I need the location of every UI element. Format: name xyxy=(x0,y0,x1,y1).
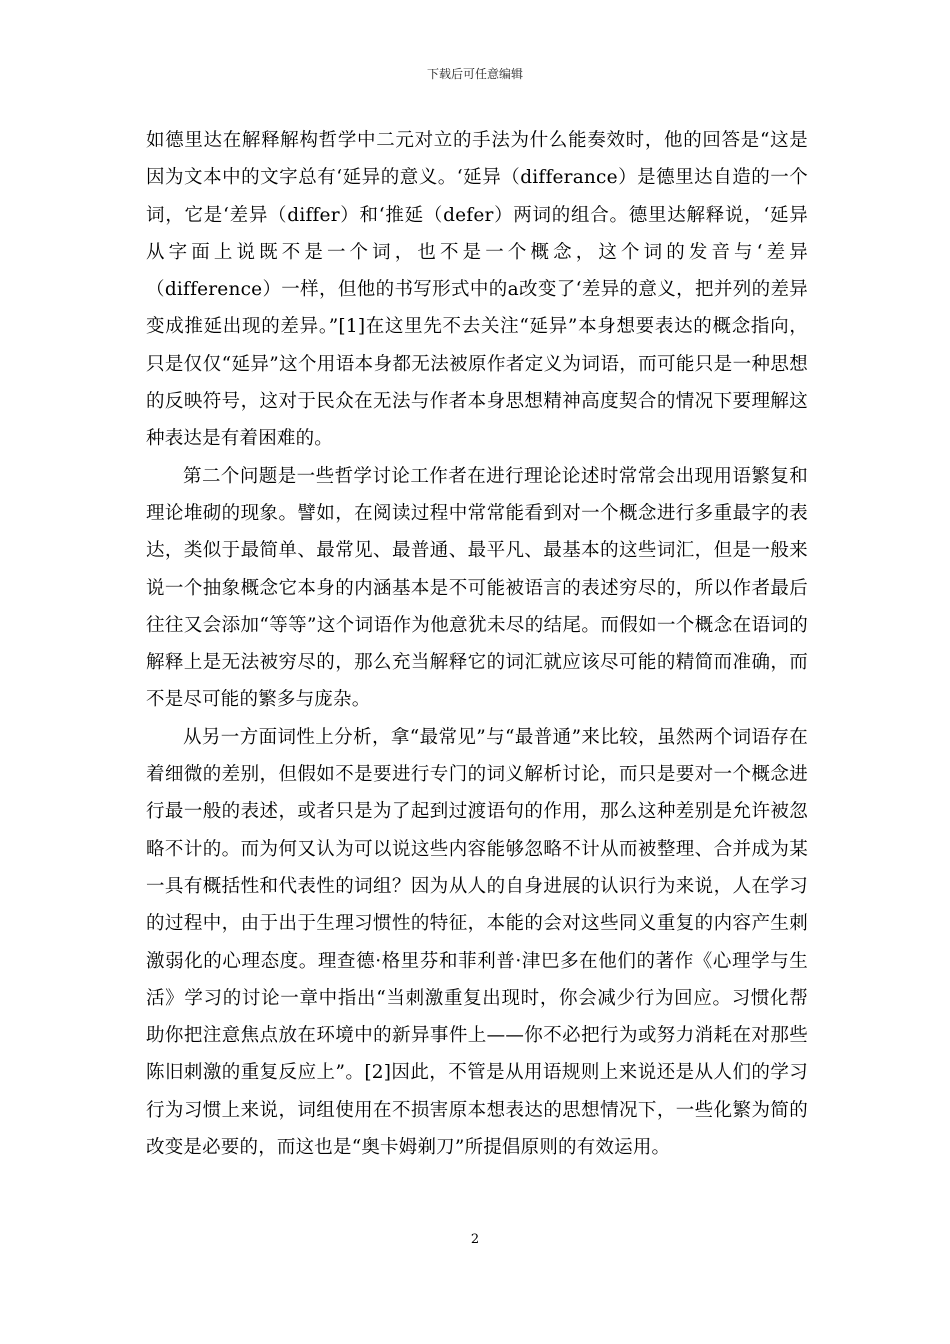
page-number: 2 xyxy=(470,1232,480,1247)
document-body xyxy=(146,122,808,1166)
paragraph-1: 如德里达在解释解构哲学中二元对立的手法为什么能奏效时，他的回答是“这是因为文本中的文字总有‘延异的意义。‘延异（differance）是德里达自造的一个词，它是‘差异（differ）和‘推延（defer）两词的组合。德里达解释说，‘延异从字面上说既不是一个词，也不是一个概念，这个词的发音与‘差异（difference）一样，但他的书写形式中的a改变了‘差异的意义，把并列的差异变成推延出现的差异。”[1]在这里先不去关注“延异”本身想要表达的概念指向，只是仅仅“延异”这个用语本身都无法被原作者定义为词语，而可能只是一种思想的反映符号，这对于民众在无法与作者本身思想精神高度契合的情况下要理解这种表达是有着困难的。 xyxy=(146,130,808,450)
paragraph-3: 从另一方面词性上分析，拿“最常见”与“最普通”来比较，虽然两个词语存在着细微的差别，但假如不是要进行专门的词义解析讨论，而只是要对一个概念进行最一般的表述，或者只是为了起到过渡语句的作用，那么这种差别是允许被忽略不计的。而为何又认为可以说这些内容能够忽略不计从而被整理、合并成为某一具有概括性和代表性的词组？因为从人的自身进展的认识行为来说，人在学习的过程中，由于出于生理习惯性的特征，本能的会对这些同义重复的内容产生刺激弱化的心理态度。理查德·格里芬和菲利普·津巴多在他们的著作《心理学与生活》学习的讨论一章中指出“当刺激重复出现时，你会减少行为回应。习惯化帮助你把注意焦点放在环境中的新异事件上——你不必把行为或努力消耗在对那些陈旧刺激的重复反应上”。[2]因此，不管是从用语规则上来说还是从人们的学习行为习惯上来说，词组使用在不损害原本想表达的思想情况下，一些化繁为简的改变是必要的，而这也是“奥卡姆剃刀”所提倡原则的有效运用。 xyxy=(146,726,808,1159)
page-header: 下载后可任意编辑 xyxy=(426,67,523,81)
paragraph-2: 第二个问题是一些哲学讨论工作者在进行理论论述时常常会出现用语繁复和理论堆砌的现象。譬如，在阅读过程中常常能看到对一个概念进行多重最字的表达，类似于最简单、最常见、最普通、最平凡、最基本的这些词汇，但是一般来说一个抽象概念它本身的内涵基本是不可能被语言的表述穷尽的，所以作者最后往往又会添加“等等”这个词语作为他意犹未尽的结尾。而假如一个概念在语词的解释上是无法被穷尽的，那么充当解释它的词汇就应该尽可能的精简而准确，而不是尽可能的繁多与庞杂。 xyxy=(146,465,808,711)
